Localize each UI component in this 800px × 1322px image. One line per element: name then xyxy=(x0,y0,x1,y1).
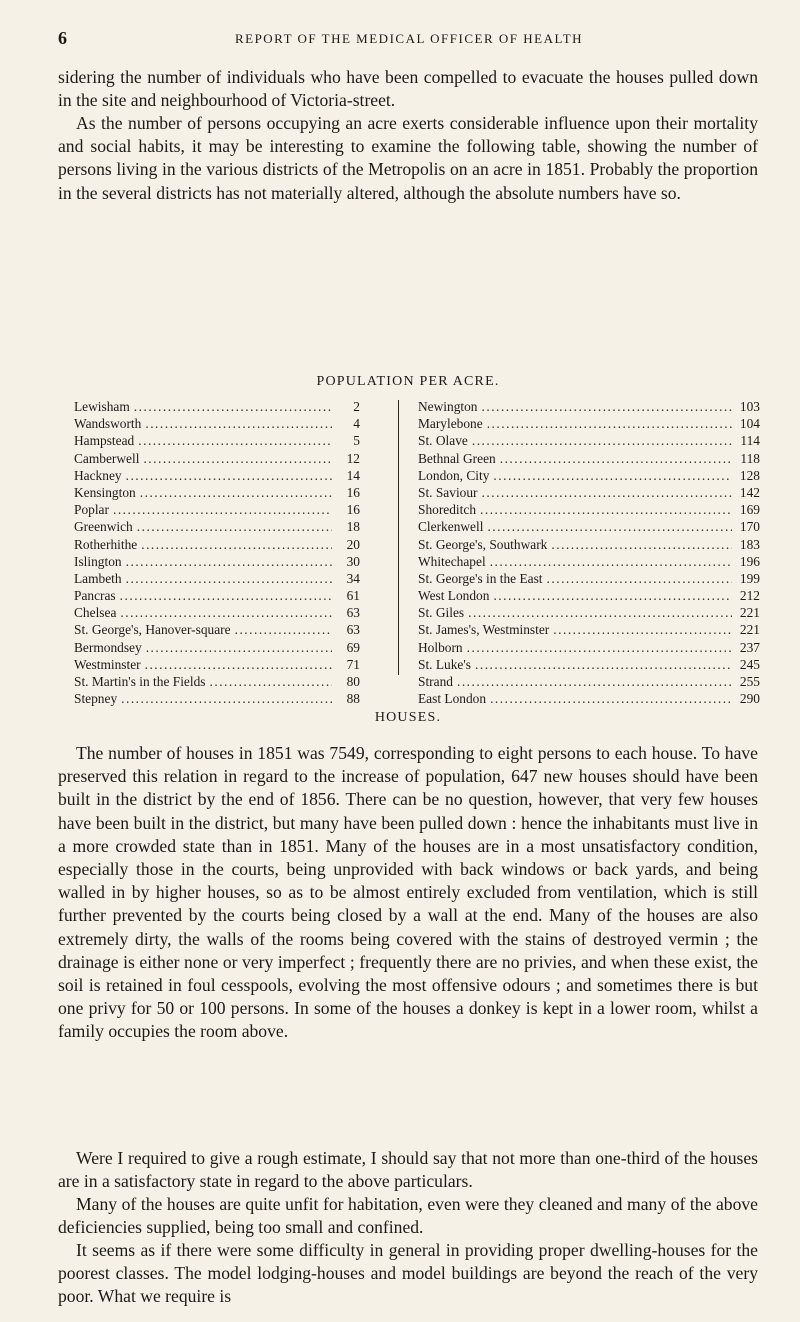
paragraph-population-intro: As the number of persons occupying an acre exerts considerable influence upon their mortality and social habits, it may be interesting to examine the following table, showing the number of persons living in the various districts of the Metropolis on an acre in 1851. Probably the proportion in the several districts has not materially altered, although the absolute numbers have so. xyxy=(58,113,758,203)
dot-leader xyxy=(134,398,332,415)
persons-per-acre-value: 63 xyxy=(346,605,360,621)
persons-per-acre-value: 245 xyxy=(739,656,760,672)
district-name: St. James's, Westminster xyxy=(418,622,550,638)
paragraph-dwelling-houses: It seems as if there were some difficulty in general in providing proper dwelling-houses for the poorest classes. The model lodging-houses and model buildings are beyond the reach of the very poor. What we require is xyxy=(58,1240,758,1307)
district-name: St. Giles xyxy=(418,605,465,621)
dot-leader xyxy=(553,621,732,638)
persons-per-acre-value: 290 xyxy=(739,691,760,707)
dot-leader xyxy=(126,570,332,587)
population-table-row xyxy=(418,690,760,707)
dot-leader xyxy=(493,467,732,484)
district-name: St. George's in the East xyxy=(418,570,543,586)
persons-per-acre-value: 237 xyxy=(739,639,760,655)
persons-per-acre-value: 16 xyxy=(346,502,360,518)
population-table-row xyxy=(418,467,760,484)
population-table-row xyxy=(74,690,360,707)
dot-leader xyxy=(141,536,332,553)
district-name: Holborn xyxy=(418,639,463,655)
population-table-row xyxy=(74,587,360,604)
population-table-right-column xyxy=(418,398,760,707)
dot-leader xyxy=(143,450,332,467)
population-table-row xyxy=(418,587,760,604)
district-name: West London xyxy=(418,588,490,604)
population-table-row xyxy=(418,570,760,587)
district-name: Newington xyxy=(418,399,478,414)
dot-leader xyxy=(145,656,332,673)
district-name: Lewisham xyxy=(74,399,130,414)
population-table-row xyxy=(418,639,760,656)
population-table-row xyxy=(74,673,360,690)
population-table-row xyxy=(74,604,360,621)
population-table-row xyxy=(74,398,360,415)
population-table-row xyxy=(74,536,360,553)
population-table-row xyxy=(74,415,360,432)
dot-leader xyxy=(140,484,332,501)
population-table-row xyxy=(418,673,760,690)
dot-leader xyxy=(126,553,332,570)
district-name: Bermondsey xyxy=(74,639,142,655)
dot-leader xyxy=(468,604,732,621)
dot-leader xyxy=(480,501,732,518)
paragraph-houses-unfit: Many of the houses are quite unfit for habitation, even were they cleaned and many of the above deficiencies supplied, being too small and confined. xyxy=(58,1194,758,1238)
dot-leader xyxy=(138,432,332,449)
district-name: London, City xyxy=(418,467,490,483)
persons-per-acre-value: 221 xyxy=(739,605,760,621)
persons-per-acre-value: 4 xyxy=(353,416,360,432)
dot-leader xyxy=(551,536,732,553)
persons-per-acre-value: 30 xyxy=(346,553,360,569)
dot-leader xyxy=(457,673,732,690)
persons-per-acre-value: 104 xyxy=(739,416,760,432)
population-table-row xyxy=(74,467,360,484)
persons-per-acre-value: 169 xyxy=(739,502,760,518)
persons-per-acre-value: 221 xyxy=(739,622,760,638)
persons-per-acre-value: 12 xyxy=(346,450,360,466)
district-name: St. Olave xyxy=(418,433,468,449)
persons-per-acre-value: 118 xyxy=(740,450,760,466)
persons-per-acre-value: 80 xyxy=(346,674,360,689)
persons-per-acre-value: 20 xyxy=(346,536,360,552)
district-name: Whitechapel xyxy=(418,553,486,569)
paragraph-houses-estimate: Were I required to give a rough estimate, I should say that not more than one-third of the houses are in a satisfactory state in regard to the above particulars. xyxy=(58,1148,758,1192)
population-table-row xyxy=(74,570,360,587)
district-name: Westminster xyxy=(74,656,141,672)
population-table-left-column xyxy=(74,398,360,707)
district-name: St. George's, Hanover-square xyxy=(74,622,231,638)
paragraph-houses-condition: The number of houses in 1851 was 7549, corresponding to eight persons to each house. To have preserved this relation in regard to the increase of population, 647 new houses should have been built in the district by the end of 1856. There can be no question, however, that very few houses have been built in the district, but many have been pulled down : hence the inhabitants must live in a more crowded state than in 1851. Many of the houses are in a most unsatisfactory condition, especially those in the courts, being unprovided with back windows or back yards, and being walled in by higher houses, so as to be almost entirely excluded from ventilation, which is still further prevented by the courts being closed by a wall at the end. Many of the houses are also extremely dirty, the walls of the rooms being covered with the stains of destroyed vermin ; the drainage is either none or very imperfect ; frequently there are no privies, and when these exist, the soil is retained in foul cesspools, evolving the most offensive odours ; and sometimes there is but one privy for 50 or 100 persons. In some of the houses a donkey is kept in a lower room, whilst a family occupies the room above. xyxy=(58,743,758,1042)
district-name: Stepney xyxy=(74,691,118,707)
population-table-row xyxy=(74,656,360,673)
district-name: St. Saviour xyxy=(418,484,478,500)
persons-per-acre-value: 18 xyxy=(346,519,360,535)
persons-per-acre-value: 71 xyxy=(346,656,360,672)
dot-leader xyxy=(120,587,332,604)
dot-leader xyxy=(490,690,732,707)
dot-leader xyxy=(210,673,333,690)
population-table-row xyxy=(418,553,760,570)
population-table-row xyxy=(74,432,360,449)
population-table-row xyxy=(418,432,760,449)
district-name: Strand xyxy=(418,674,453,689)
dot-leader xyxy=(146,639,332,656)
district-name: Bethnal Green xyxy=(418,450,496,466)
population-table-row xyxy=(74,639,360,656)
column-divider xyxy=(398,400,399,675)
district-name: Camberwell xyxy=(74,450,140,466)
persons-per-acre-value: 114 xyxy=(740,433,760,449)
persons-per-acre-value: 2 xyxy=(353,399,360,414)
dot-leader xyxy=(145,415,332,432)
district-name: Wandsworth xyxy=(74,416,142,432)
population-table-row xyxy=(418,398,760,415)
persons-per-acre-value: 103 xyxy=(739,399,760,414)
district-name: Lambeth xyxy=(74,570,122,586)
dot-leader xyxy=(487,415,732,432)
district-name: St. Martin's in the Fields xyxy=(74,674,206,689)
dot-leader xyxy=(113,501,332,518)
page-number: 6 xyxy=(58,28,67,48)
persons-per-acre-value: 183 xyxy=(739,536,760,552)
houses-section-title: HOUSES. xyxy=(374,710,442,725)
population-table-row xyxy=(418,518,760,535)
dot-leader xyxy=(472,432,732,449)
running-head: REPORT OF THE MEDICAL OFFICER OF HEALTH xyxy=(234,31,584,46)
population-table-row xyxy=(74,484,360,501)
dot-leader xyxy=(490,553,732,570)
population-table-row xyxy=(74,518,360,535)
persons-per-acre-value: 142 xyxy=(739,484,760,500)
population-table-row xyxy=(74,621,360,638)
district-name: Hackney xyxy=(74,467,122,483)
dot-leader xyxy=(467,639,732,656)
persons-per-acre-value: 34 xyxy=(346,570,360,586)
paragraph-intro-continued: sidering the number of individuals who have been compelled to evacuate the houses pulled down in the site and neighbourhood of Victoria-street. xyxy=(58,67,758,111)
district-name: Poplar xyxy=(74,502,109,518)
district-name: St. George's, Southwark xyxy=(418,536,548,552)
page-header xyxy=(58,28,760,52)
district-name: Marylebone xyxy=(418,416,483,432)
population-table xyxy=(74,398,760,707)
persons-per-acre-value: 69 xyxy=(346,639,360,655)
persons-per-acre-value: 16 xyxy=(346,484,360,500)
district-name: Chelsea xyxy=(74,605,117,621)
population-table-row xyxy=(418,484,760,501)
dot-leader xyxy=(493,587,732,604)
district-name: Greenwich xyxy=(74,519,133,535)
persons-per-acre-value: 128 xyxy=(739,467,760,483)
population-table-row xyxy=(418,536,760,553)
population-table-row xyxy=(74,501,360,518)
dot-leader xyxy=(482,398,732,415)
persons-per-acre-value: 199 xyxy=(739,570,760,586)
dot-leader xyxy=(121,690,332,707)
district-name: St. Luke's xyxy=(418,656,472,672)
dot-leader xyxy=(547,570,732,587)
district-name: Kensington xyxy=(74,484,136,500)
dot-leader xyxy=(235,621,332,638)
district-name: Pancras xyxy=(74,588,116,604)
population-table-row xyxy=(418,415,760,432)
district-name: Shoreditch xyxy=(418,502,477,518)
population-table-row xyxy=(418,621,760,638)
persons-per-acre-value: 5 xyxy=(353,433,360,449)
population-table-row xyxy=(418,501,760,518)
population-table-title: POPULATION PER ACRE. xyxy=(316,374,500,389)
dot-leader xyxy=(120,604,332,621)
dot-leader xyxy=(482,484,732,501)
persons-per-acre-value: 196 xyxy=(739,553,760,569)
district-name: Clerkenwell xyxy=(418,519,484,535)
population-table-row xyxy=(74,450,360,467)
dot-leader xyxy=(475,656,732,673)
dot-leader xyxy=(500,450,732,467)
dot-leader xyxy=(126,467,332,484)
persons-per-acre-value: 61 xyxy=(346,588,360,604)
district-name: Hampstead xyxy=(74,433,135,449)
district-name: East London xyxy=(418,691,487,707)
persons-per-acre-value: 14 xyxy=(346,467,360,483)
persons-per-acre-value: 63 xyxy=(346,622,360,638)
district-name: Rotherhithe xyxy=(74,536,138,552)
population-table-row xyxy=(418,604,760,621)
persons-per-acre-value: 88 xyxy=(346,691,360,707)
population-table-row xyxy=(74,553,360,570)
population-table-row xyxy=(418,656,760,673)
population-table-row xyxy=(418,450,760,467)
persons-per-acre-value: 212 xyxy=(739,588,760,604)
district-name: Islington xyxy=(74,553,122,569)
dot-leader xyxy=(137,518,332,535)
dot-leader xyxy=(487,518,732,535)
persons-per-acre-value: 255 xyxy=(739,674,760,689)
persons-per-acre-value: 170 xyxy=(739,519,760,535)
